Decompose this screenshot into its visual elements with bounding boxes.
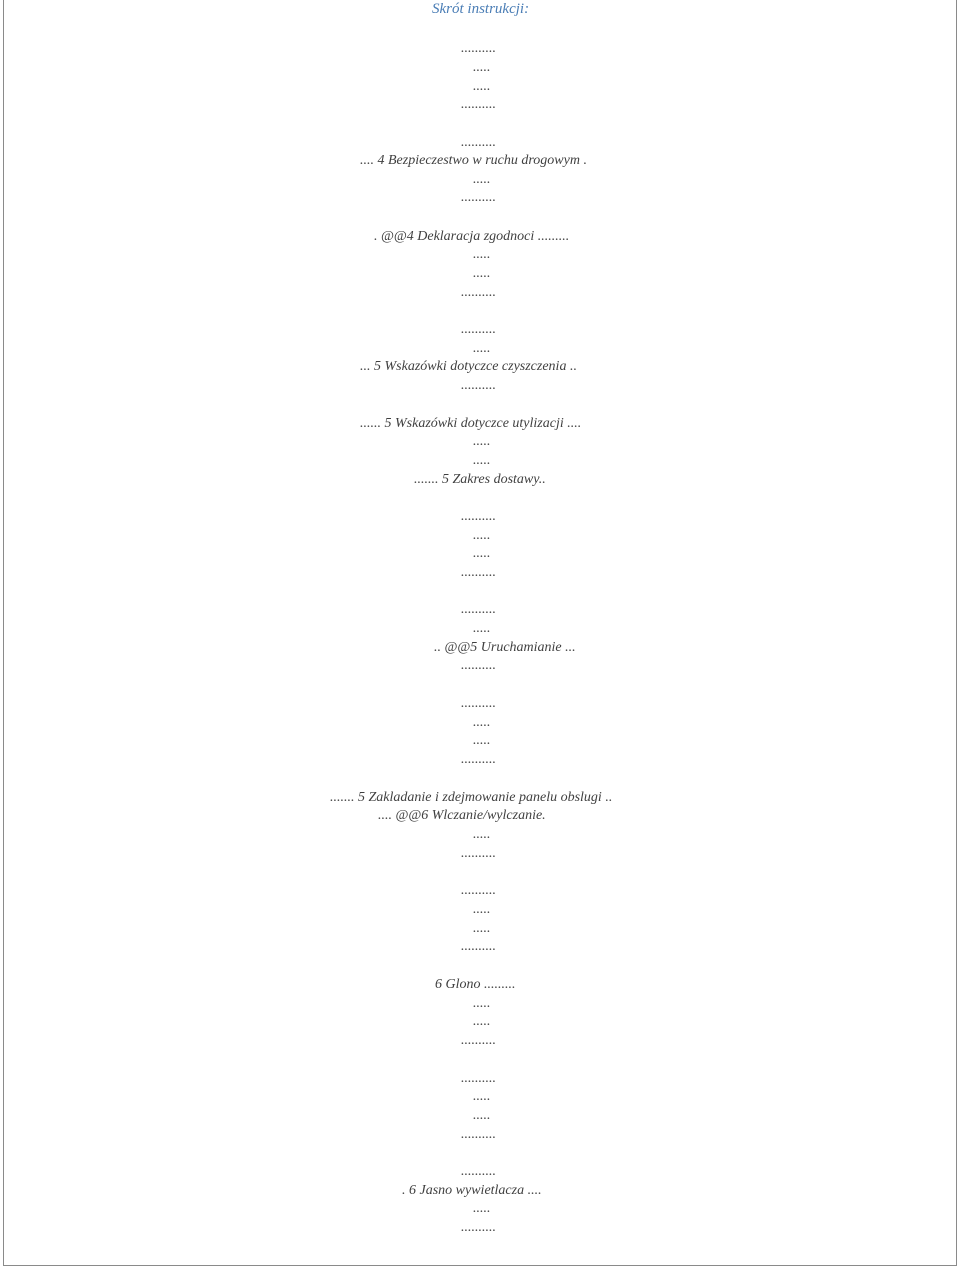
toc-line: .......... [461, 378, 496, 393]
toc-line: ....... 5 Zakres dostawy.. [414, 472, 546, 487]
toc-line: .......... [461, 939, 496, 954]
toc-line: ..... [473, 453, 491, 468]
toc-line: ..... [473, 827, 491, 842]
toc-line: ..... [473, 546, 491, 561]
toc-line: ..... [473, 172, 491, 187]
toc-line: ....... 5 Zakladanie i zdejmowanie panelu obslugi .. [330, 790, 613, 805]
toc-line: .......... [461, 322, 496, 337]
toc-line: .......... [461, 97, 496, 112]
document-page [3, 0, 957, 1266]
toc-line: ..... [473, 341, 491, 356]
toc-line: .......... [461, 509, 496, 524]
toc-line: ..... [473, 621, 491, 636]
toc-line: ..... [473, 1014, 491, 1029]
toc-line: .......... [461, 285, 496, 300]
toc-line: ..... [473, 921, 491, 936]
toc-line: ..... [473, 434, 491, 449]
toc-line: ..... [473, 902, 491, 917]
toc-line: .......... [461, 658, 496, 673]
toc-line: .... 4 Bezpieczestwo w ruchu drogowym . [360, 153, 587, 168]
toc-line: .......... [461, 1071, 496, 1086]
toc-line: .......... [461, 846, 496, 861]
toc-line: ..... [473, 733, 491, 748]
toc-line: ..... [473, 266, 491, 281]
toc-line: ... 5 Wskazówki dotyczce czyszczenia .. [360, 359, 577, 374]
toc-line: .......... [461, 190, 496, 205]
toc-line: .......... [461, 883, 496, 898]
toc-line: .......... [461, 752, 496, 767]
toc-line: ..... [473, 247, 491, 262]
toc-line: .......... [461, 135, 496, 150]
toc-line: .. @@5 Uruchamianie ... [434, 640, 576, 655]
toc-line: 6 Glono ......... [435, 977, 516, 992]
toc-line: . 6 Jasno wywietlacza .... [402, 1183, 542, 1198]
toc-line: ..... [473, 79, 491, 94]
toc-line: . @@4 Deklaracja zgodnoci ......... [374, 229, 570, 244]
toc-line: .... @@6 Wlczanie/wylczanie. [378, 808, 546, 823]
toc-line: .......... [461, 41, 496, 56]
toc-line: .......... [461, 1220, 496, 1235]
toc-line: ..... [473, 996, 491, 1011]
toc-line: ..... [473, 1089, 491, 1104]
toc-line: .......... [461, 602, 496, 617]
toc-line: .......... [461, 696, 496, 711]
page-title: Skrót instrukcji: [432, 1, 530, 17]
toc-line: ..... [473, 1108, 491, 1123]
toc-line: .......... [461, 565, 496, 580]
toc-line: .......... [461, 1127, 496, 1142]
toc-line: ..... [473, 60, 491, 75]
toc-line: ...... 5 Wskazówki dotyczce utylizacji .... [360, 416, 582, 431]
toc-line: ..... [473, 1201, 491, 1216]
toc-line: ..... [473, 715, 491, 730]
toc-line: .......... [461, 1164, 496, 1179]
toc-line: .......... [461, 1033, 496, 1048]
toc-line: ..... [473, 528, 491, 543]
